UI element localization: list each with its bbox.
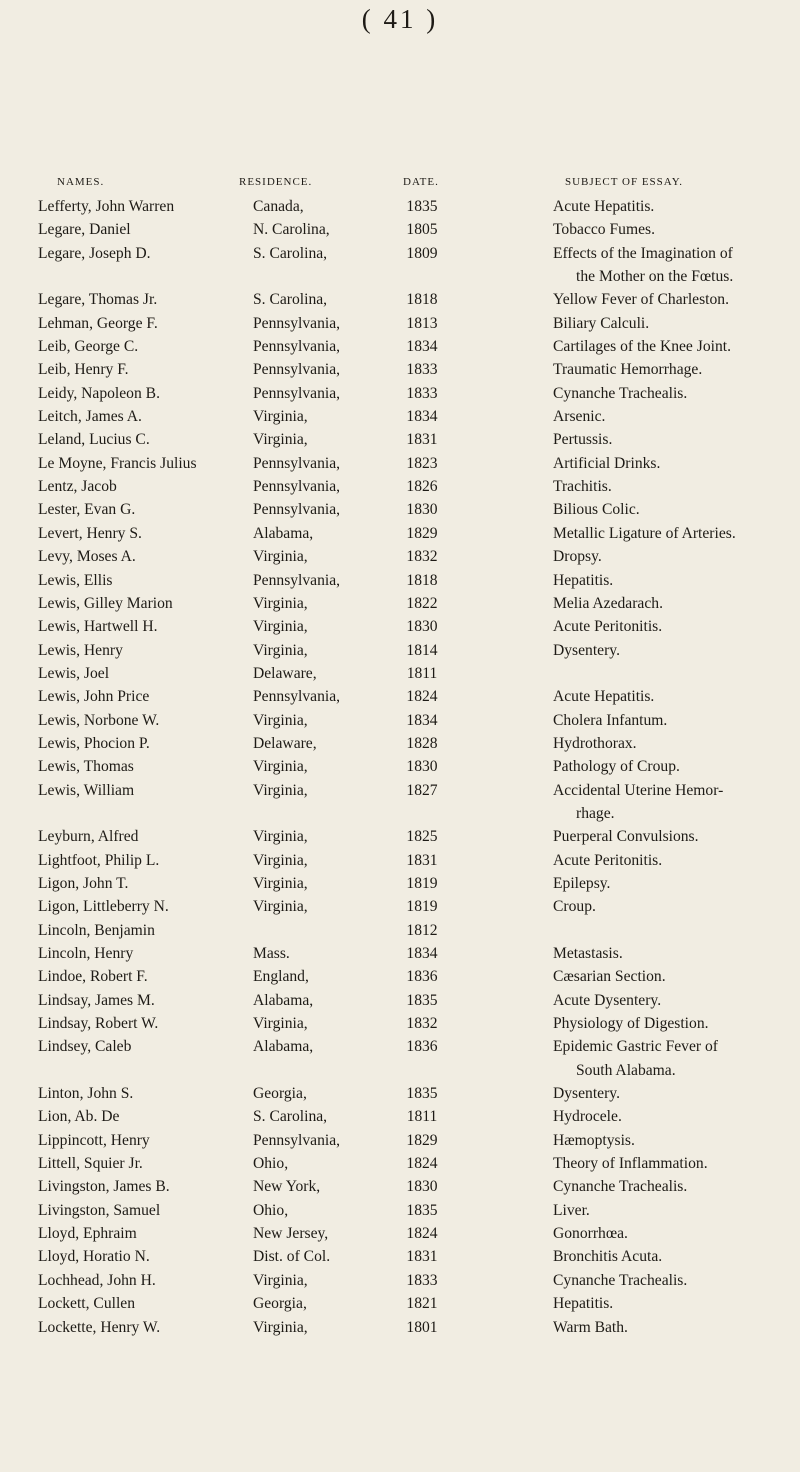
graduate-residence: New Jersey,	[253, 1225, 329, 1243]
graduate-residence: Pennsylvania,	[253, 361, 341, 379]
graduate-name: Levy, Moses A.	[38, 548, 136, 566]
graduation-date: 1826	[406, 478, 438, 496]
graduate-name: Lindsay, Robert W.	[38, 1015, 159, 1033]
graduate-name: Leland, Lucius C.	[38, 431, 150, 449]
graduation-date: 1818	[406, 291, 438, 309]
graduate-name: Lloyd, Ephraim	[38, 1225, 137, 1243]
graduate-name: Leib, Henry F.	[38, 361, 129, 379]
graduate-name: Lefferty, John Warren	[38, 198, 175, 215]
graduation-date: 1831	[406, 851, 438, 869]
graduate-residence: Virginia,	[253, 1271, 308, 1289]
list-item	[0, 1035, 800, 1082]
graduation-date: 1834	[406, 711, 438, 729]
essay-subject: Cholera Infantum.	[553, 711, 668, 729]
list-item	[0, 405, 800, 428]
graduate-residence: Virginia,	[253, 618, 308, 636]
graduate-name: Livingston, James B.	[38, 1178, 170, 1196]
list-item	[0, 288, 800, 311]
graduate-name: Lehman, George F.	[38, 314, 158, 332]
graduation-date: 1834	[406, 408, 438, 426]
list-item	[0, 849, 800, 872]
graduation-date: 1823	[406, 454, 438, 472]
graduate-name: Lloyd, Horatio N.	[38, 1248, 150, 1266]
graduation-date: 1812	[406, 921, 438, 939]
essay-subject: Cæsarian Section.	[553, 968, 666, 986]
graduation-date: 1813	[406, 314, 438, 332]
graduate-name: Lewis, William	[38, 781, 135, 799]
graduate-residence: Virginia,	[253, 431, 308, 449]
graduate-name: Lockette, Henry W.	[38, 1318, 161, 1336]
graduation-date: 1828	[406, 734, 438, 752]
graduation-date: 1832	[406, 548, 438, 566]
list-item	[0, 989, 800, 1012]
essay-subject: Cynanche Trachealis.	[553, 384, 688, 402]
essay-subject-continuation: the Mother on the Fœtus.	[576, 268, 734, 286]
essay-subject: Hepatitis.	[553, 571, 614, 589]
graduate-residence: Virginia,	[253, 1318, 308, 1336]
list-item	[0, 825, 800, 848]
graduate-name: Leyburn, Alfred	[38, 828, 139, 846]
list-item	[0, 1292, 800, 1315]
graduate-name: Linton, John S.	[38, 1085, 134, 1103]
graduation-date: 1835	[406, 1201, 438, 1219]
essay-subject: Cynanche Trachealis.	[553, 1178, 688, 1196]
graduate-name: Ligon, John T.	[38, 874, 129, 892]
graduate-residence: Virginia,	[253, 408, 308, 426]
graduate-name: Lockett, Cullen	[38, 1295, 136, 1313]
list-item	[0, 498, 800, 521]
graduate-residence: New York,	[253, 1178, 321, 1196]
graduation-date: 1819	[406, 898, 438, 916]
list-item	[0, 358, 800, 381]
graduate-residence: Virginia,	[253, 641, 308, 659]
list-item	[0, 1105, 800, 1128]
list-item	[0, 1316, 800, 1339]
graduate-residence: Alabama,	[253, 524, 314, 542]
graduate-residence: Virginia,	[253, 594, 308, 612]
graduates-list	[0, 195, 800, 1339]
graduate-name: Legare, Joseph D.	[38, 244, 151, 262]
essay-subject: Epilepsy.	[553, 874, 611, 892]
graduation-date: 1821	[406, 1295, 438, 1313]
graduate-residence: Virginia,	[253, 758, 308, 776]
essay-subject: Yellow Fever of Charleston.	[553, 291, 729, 309]
graduate-residence: Dist. of Col.	[253, 1248, 331, 1266]
essay-subject: Acute Dysentery.	[553, 991, 662, 1009]
essay-subject: Bronchitis Acuta.	[553, 1248, 663, 1266]
essay-subject: Theory of Inflammation.	[553, 1155, 708, 1173]
essay-subject: Trachitis.	[553, 478, 612, 496]
essay-subject: Tobacco Fumes.	[553, 221, 655, 239]
essay-subject: Melia Azedarach.	[553, 594, 663, 612]
graduation-date: 1824	[406, 1225, 438, 1243]
graduate-name: Le Moyne, Francis Julius	[38, 454, 197, 472]
residence-header: RESIDENCE.	[239, 176, 313, 188]
essay-subject: Puerperal Convulsions.	[553, 828, 699, 846]
essay-subject: Metastasis.	[553, 945, 623, 962]
graduate-residence: Pennsylvania,	[253, 501, 341, 519]
subject-header: SUBJECT OF ESSAY.	[565, 176, 683, 188]
date-header: DATE.	[403, 176, 439, 188]
graduate-residence: Virginia,	[253, 1015, 308, 1033]
graduation-date: 1819	[406, 874, 438, 892]
essay-subject: Cynanche Trachealis.	[553, 1271, 688, 1289]
graduate-residence: S. Carolina,	[253, 291, 328, 309]
graduate-name: Leitch, James A.	[38, 408, 142, 426]
essay-subject-line: Effects of the Imagination of	[553, 244, 733, 262]
graduation-date: 1830	[406, 758, 438, 776]
essay-subject: Dropsy.	[553, 548, 602, 566]
graduate-name: Lentz, Jacob	[38, 478, 117, 496]
graduate-name: Leib, George C.	[38, 338, 139, 356]
graduation-date: 1835	[406, 198, 438, 215]
list-item	[0, 1012, 800, 1035]
essay-subject: Acute Peritonitis.	[553, 851, 663, 869]
list-item	[0, 942, 800, 965]
graduate-name: Lion, Ab. De	[38, 1108, 120, 1126]
graduation-date: 1805	[406, 221, 438, 239]
graduation-date: 1833	[406, 384, 438, 402]
list-item	[0, 242, 800, 289]
list-item	[0, 1175, 800, 1198]
list-item	[0, 475, 800, 498]
graduate-name: Lightfoot, Philip L.	[38, 851, 160, 869]
list-item	[0, 685, 800, 708]
graduate-name: Legare, Daniel	[38, 221, 131, 239]
graduate-residence: Georgia,	[253, 1085, 307, 1103]
graduate-name: Legare, Thomas Jr.	[38, 291, 158, 309]
essay-subject: Liver.	[553, 1201, 590, 1219]
essay-subject: Gonorrhœa.	[553, 1225, 628, 1243]
graduate-name: Lewis, Henry	[38, 641, 123, 659]
graduation-date: 1834	[406, 338, 438, 356]
graduate-residence: Mass.	[253, 945, 290, 962]
list-item	[0, 1222, 800, 1245]
graduate-residence: Pennsylvania,	[253, 1131, 341, 1149]
list-item	[0, 919, 800, 942]
graduate-name: Lincoln, Henry	[38, 945, 134, 962]
list-item	[0, 312, 800, 335]
graduate-name: Lindoe, Robert F.	[38, 968, 148, 986]
essay-subject-continuation: South Alabama.	[576, 1061, 676, 1079]
graduate-name: Lindsay, James M.	[38, 991, 155, 1009]
graduate-name: Littell, Squier Jr.	[38, 1155, 143, 1173]
graduate-residence: Delaware,	[253, 734, 317, 752]
graduate-residence: N. Carolina,	[253, 221, 330, 239]
list-item	[0, 709, 800, 732]
graduate-residence: Virginia,	[253, 828, 308, 846]
graduation-date: 1833	[406, 1271, 438, 1289]
essay-subject: Metallic Ligature of Arteries.	[553, 524, 736, 542]
graduation-date: 1829	[406, 524, 438, 542]
graduate-residence: Alabama,	[253, 1038, 314, 1056]
graduation-date: 1833	[406, 361, 438, 379]
graduate-name: Ligon, Littleberry N.	[38, 898, 169, 916]
essay-subject: Warm Bath.	[553, 1318, 628, 1336]
list-item	[0, 1152, 800, 1175]
graduate-residence: Pennsylvania,	[253, 571, 341, 589]
graduation-date: 1818	[406, 571, 438, 589]
essay-subject: Biliary Calculi.	[553, 314, 650, 332]
essay-subject: Croup.	[553, 898, 596, 916]
page-number: ( 41 )	[361, 4, 439, 34]
graduation-date: 1814	[406, 641, 438, 659]
graduate-residence: Pennsylvania,	[253, 338, 341, 356]
graduate-name: Lewis, Thomas	[38, 758, 134, 776]
graduate-residence: S. Carolina,	[253, 1108, 328, 1126]
list-item	[0, 615, 800, 638]
list-item	[0, 755, 800, 778]
list-item	[0, 195, 800, 218]
essay-subject: Arsenic.	[553, 408, 606, 426]
graduation-date: 1829	[406, 1131, 438, 1149]
list-item	[0, 522, 800, 545]
essay-subject: Hepatitis.	[553, 1295, 614, 1313]
graduation-date: 1830	[406, 501, 438, 519]
graduate-name: Lewis, John Price	[38, 688, 150, 706]
list-item	[0, 335, 800, 358]
essay-subject: Hydrocele.	[553, 1108, 622, 1126]
list-item	[0, 1269, 800, 1292]
graduation-date: 1801	[406, 1318, 438, 1336]
graduation-date: 1824	[406, 1155, 438, 1173]
list-item	[0, 639, 800, 662]
list-item	[0, 1199, 800, 1222]
essay-subject: Acute Hepatitis.	[553, 198, 655, 215]
graduate-name: Livingston, Samuel	[38, 1201, 161, 1219]
graduate-residence: Canada,	[253, 198, 304, 215]
list-item	[0, 428, 800, 451]
essay-subject: Hydrothorax.	[553, 734, 637, 752]
graduate-name: Lester, Evan G.	[38, 501, 136, 519]
graduate-residence: S. Carolina,	[253, 244, 328, 262]
list-item	[0, 732, 800, 755]
graduate-residence: Pennsylvania,	[253, 454, 341, 472]
graduate-name: Lewis, Hartwell H.	[38, 618, 158, 636]
graduation-date: 1811	[406, 664, 438, 682]
graduation-date: 1836	[406, 1038, 438, 1056]
list-item	[0, 218, 800, 241]
graduate-name: Lindsey, Caleb	[38, 1038, 132, 1056]
graduation-date: 1830	[406, 1178, 438, 1196]
graduation-date: 1822	[406, 594, 438, 612]
graduate-residence: Virginia,	[253, 874, 308, 892]
essay-subject	[553, 779, 791, 826]
essay-subject: Bilious Colic.	[553, 501, 640, 519]
graduate-name: Levert, Henry S.	[38, 524, 142, 542]
graduate-name: Lochhead, John H.	[38, 1271, 156, 1289]
essay-subject	[553, 242, 791, 289]
essay-subject: Cartilages of the Knee Joint.	[553, 338, 731, 356]
graduate-residence: Virginia,	[253, 898, 308, 916]
list-item	[0, 895, 800, 918]
graduation-date: 1830	[406, 618, 438, 636]
list-item	[0, 452, 800, 475]
essay-subject: Acute Hepatitis.	[553, 688, 655, 706]
essay-subject-continuation: rhage.	[576, 804, 615, 822]
graduation-date: 1827	[406, 781, 438, 799]
essay-subject: Traumatic Hemorrhage.	[553, 361, 703, 379]
list-item	[0, 965, 800, 988]
graduate-name: Lewis, Ellis	[38, 571, 113, 589]
graduate-name: Lippincott, Henry	[38, 1131, 150, 1149]
graduation-date: 1831	[406, 431, 438, 449]
graduation-date: 1834	[406, 945, 438, 962]
essay-subject: Acute Peritonitis.	[553, 618, 663, 636]
essay-subject-line: Accidental Uterine Hemor-	[553, 781, 724, 799]
list-item	[0, 1129, 800, 1152]
graduate-residence: Pennsylvania,	[253, 478, 341, 496]
graduation-date: 1835	[406, 1085, 438, 1103]
graduation-date: 1832	[406, 1015, 438, 1033]
essay-subject: Dysentery.	[553, 641, 620, 659]
graduate-residence: Virginia,	[253, 781, 308, 799]
essay-subject	[553, 1035, 791, 1082]
list-item	[0, 872, 800, 895]
graduate-residence: Ohio,	[253, 1155, 289, 1173]
graduate-residence: Pennsylvania,	[253, 384, 341, 402]
graduate-name: Lincoln, Benjamin	[38, 921, 155, 939]
essay-subject: Physiology of Digestion.	[553, 1015, 709, 1033]
list-item	[0, 779, 800, 826]
essay-subject: Pathology of Croup.	[553, 758, 680, 776]
list-item	[0, 1082, 800, 1105]
graduate-name: Lewis, Norbone W.	[38, 711, 160, 729]
graduation-date: 1835	[406, 991, 438, 1009]
graduate-residence: Delaware,	[253, 664, 317, 682]
graduation-date: 1824	[406, 688, 438, 706]
list-item	[0, 569, 800, 592]
graduate-residence: Pennsylvania,	[253, 688, 341, 706]
list-item	[0, 545, 800, 568]
names-header: NAMES.	[57, 176, 105, 188]
graduate-residence: Virginia,	[253, 711, 308, 729]
column-headers	[0, 176, 800, 192]
essay-subject: Artificial Drinks.	[553, 454, 661, 472]
graduate-residence: England,	[253, 968, 309, 986]
graduation-date: 1836	[406, 968, 438, 986]
graduation-date: 1809	[406, 244, 438, 262]
graduate-residence: Pennsylvania,	[253, 314, 341, 332]
graduation-date: 1811	[406, 1108, 438, 1126]
list-item	[0, 382, 800, 405]
graduation-date: 1825	[406, 828, 438, 846]
graduate-name: Leidy, Napoleon B.	[38, 384, 160, 402]
list-item	[0, 1245, 800, 1268]
list-item	[0, 592, 800, 615]
graduate-residence: Alabama,	[253, 991, 314, 1009]
essay-subject-line: Epidemic Gastric Fever of	[553, 1038, 718, 1056]
graduate-name: Lewis, Phocion P.	[38, 734, 150, 752]
graduation-date: 1831	[406, 1248, 438, 1266]
essay-subject: Dysentery.	[553, 1085, 620, 1103]
graduate-residence: Georgia,	[253, 1295, 307, 1313]
graduate-residence: Virginia,	[253, 548, 308, 566]
graduate-name: Lewis, Gilley Marion	[38, 594, 173, 612]
graduate-residence: Ohio,	[253, 1201, 289, 1219]
graduate-residence: Virginia,	[253, 851, 308, 869]
essay-subject: Hæmoptysis.	[553, 1131, 635, 1149]
list-item	[0, 662, 800, 685]
graduate-name: Lewis, Joel	[38, 664, 110, 682]
essay-subject: Pertussis.	[553, 431, 613, 449]
